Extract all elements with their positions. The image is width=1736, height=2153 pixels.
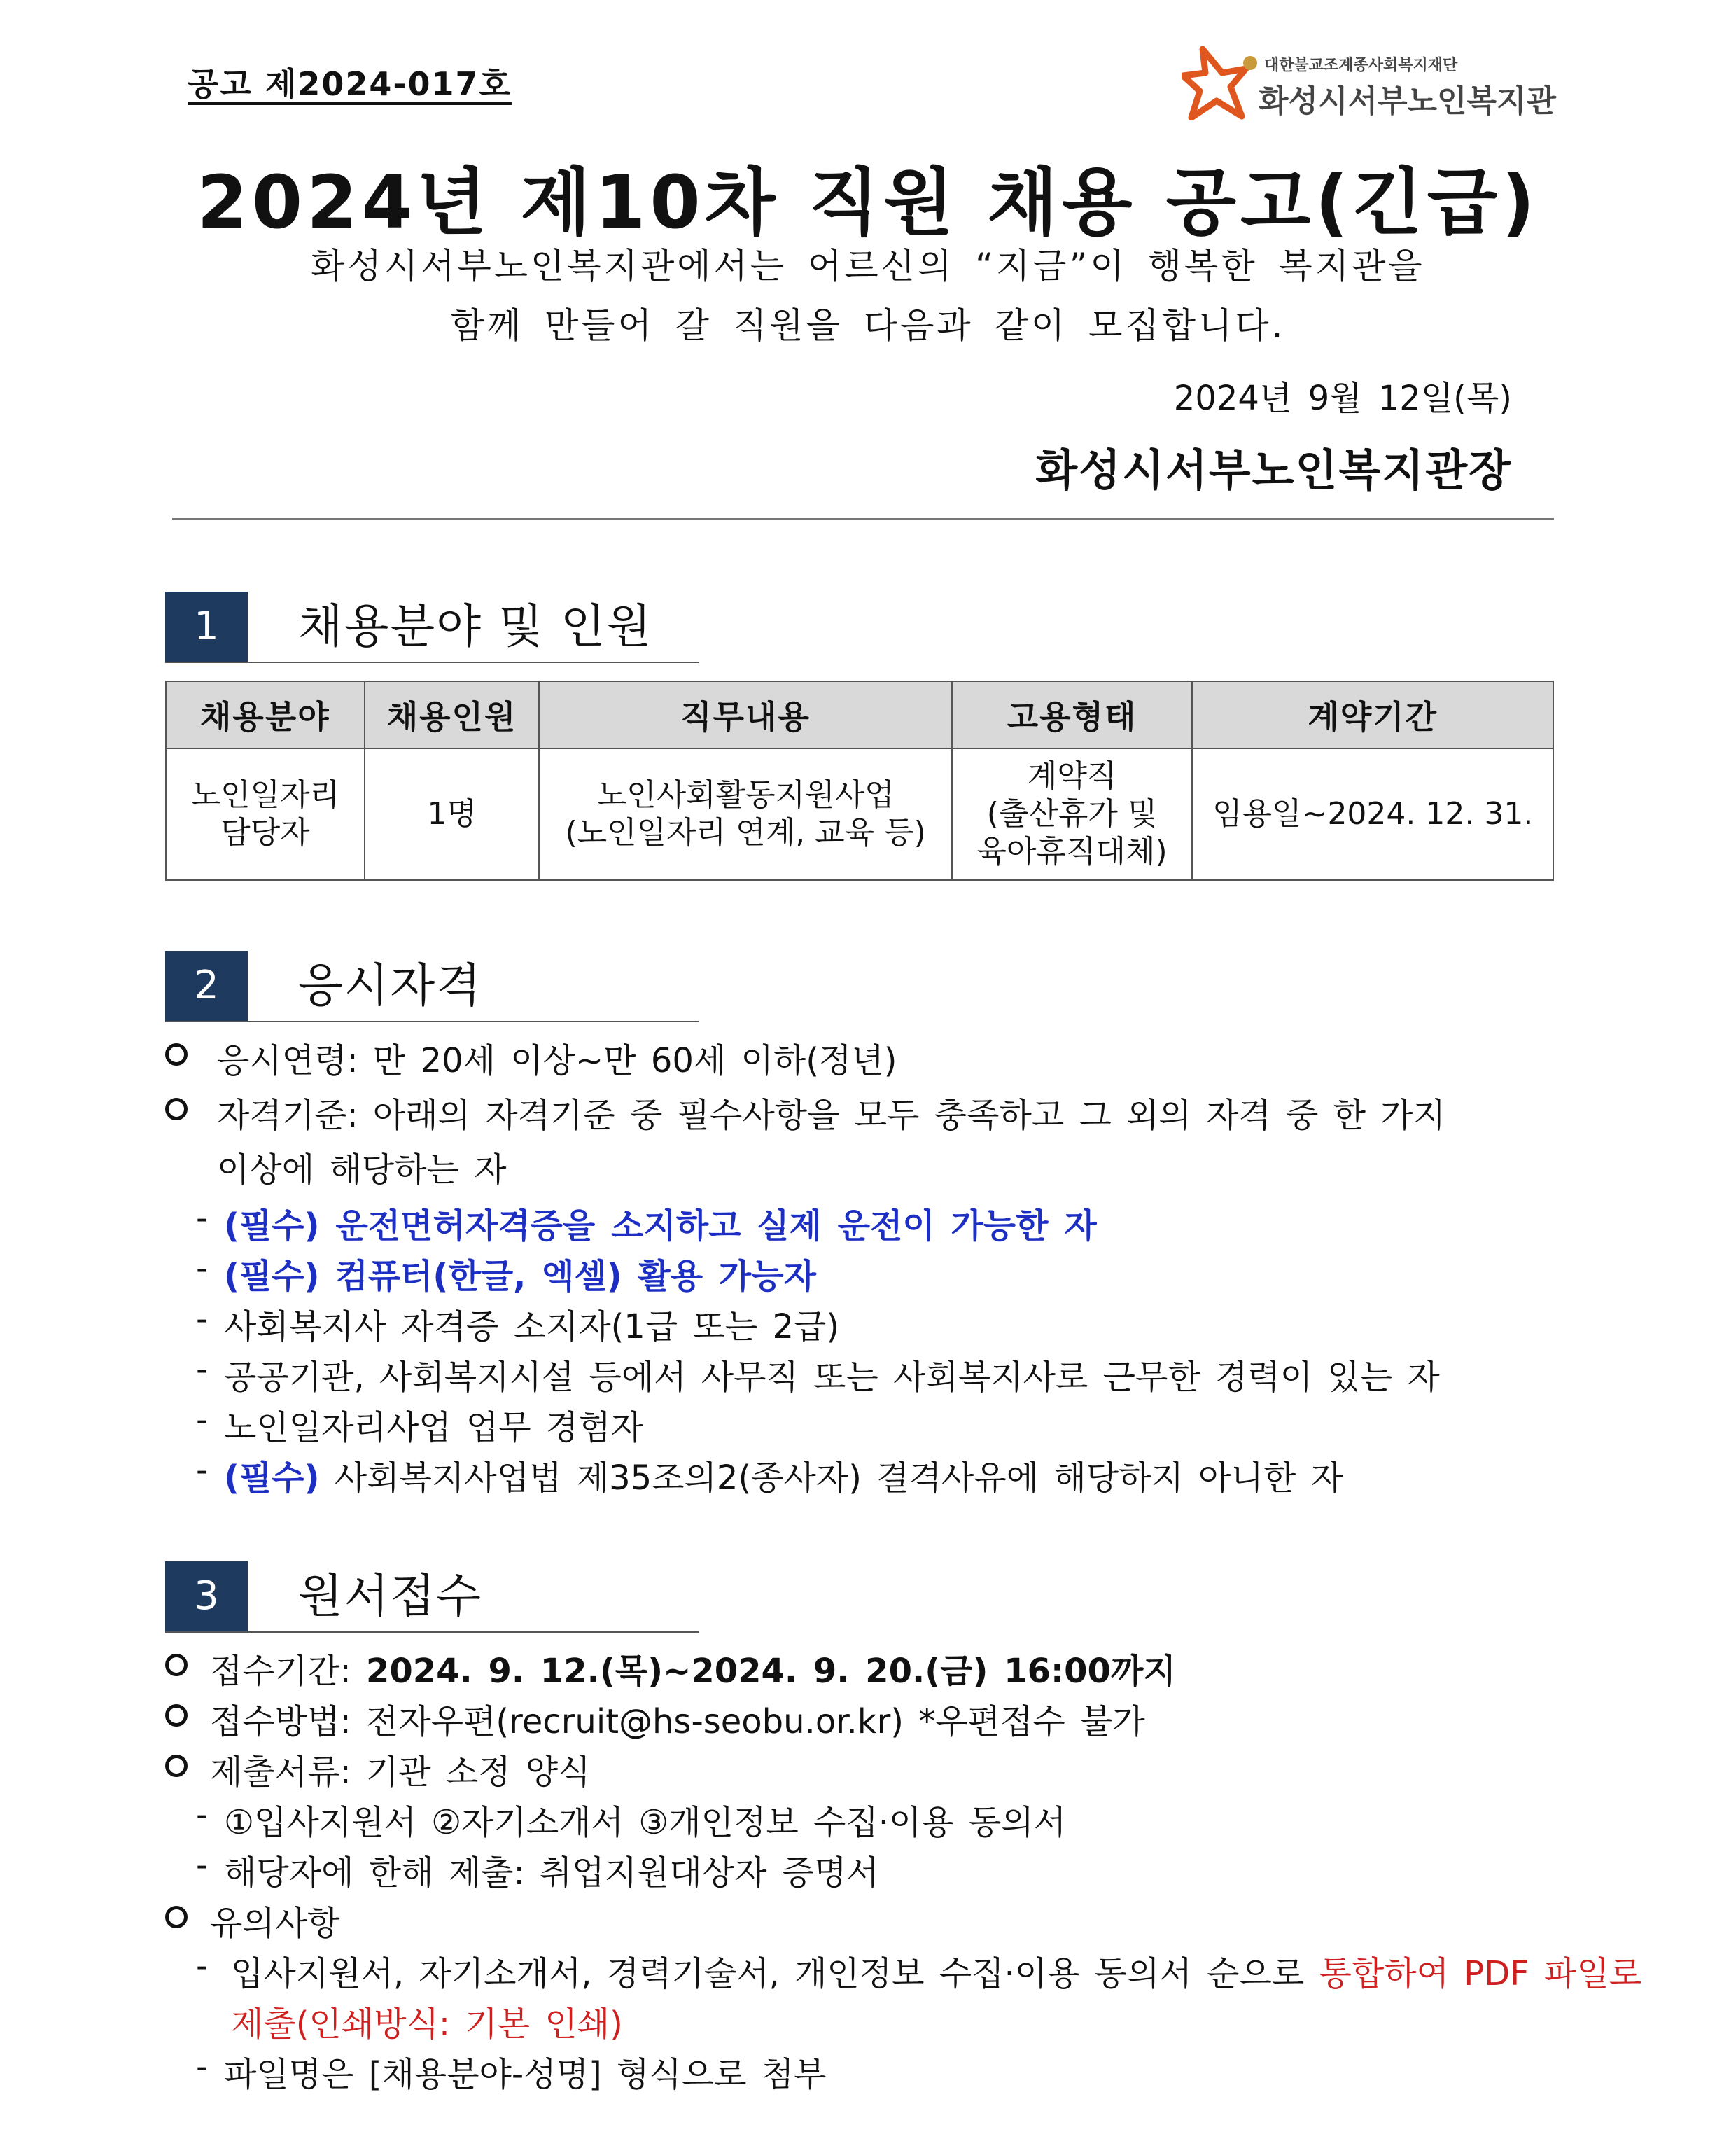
app-method: 접수방법: 전자우편(recruit@hs-seobu.or.kr) *우편접수 불가 bbox=[210, 1702, 1145, 1741]
table-header: 채용분야 bbox=[166, 681, 365, 748]
required-tag: (필수) bbox=[224, 1458, 320, 1498]
app-note-1-text: 입사지원서, 자기소개서, 경력기술서, 개인정보 수집·이용 동의서 순으로 bbox=[231, 1954, 1305, 1993]
table-header: 채용인원 bbox=[365, 681, 540, 748]
cell-line: 육아휴직대체) bbox=[976, 834, 1168, 870]
app-note-1-cont: 제출(인쇄방식: 기본 인쇄) bbox=[231, 2005, 623, 2044]
logo-name-text: 화성시서부노인복지관 bbox=[1259, 83, 1557, 119]
recruitment-table bbox=[165, 681, 1554, 881]
qual-item-6-text: 사회복지사업법 제35조의2(종사자) 결격사유에 해당하지 아니한 자 bbox=[334, 1458, 1343, 1498]
qual-item-5: 노인일자리사업 업무 경험자 bbox=[224, 1408, 643, 1447]
bullet-circle-icon bbox=[165, 1098, 188, 1120]
section-number: 1 bbox=[165, 592, 248, 662]
cell-line: 노인일자리 bbox=[190, 777, 340, 813]
cell-line: 계약직 bbox=[1027, 758, 1117, 794]
logo-mark-icon bbox=[1182, 45, 1249, 120]
section-number: 2 bbox=[165, 951, 248, 1021]
app-documents: 제출서류: 기관 소정 양식 bbox=[210, 1753, 591, 1792]
qual-criteria-cont: 이상에 해당하는 자 bbox=[217, 1150, 507, 1190]
qual-item-4: 공공기관, 사회복지시설 등에서 사무직 또는 사회복지사로 근무한 경력이 있는 자 bbox=[224, 1358, 1440, 1397]
dash-icon: - bbox=[196, 1300, 209, 1339]
intro-line-2: 함께 만들어 갈 직원을 다음과 같이 모집합니다. bbox=[450, 305, 1286, 346]
qual-criteria: 자격기준: 아래의 자격기준 중 필수사항을 모두 충족하고 그 외의 자격 중 한 가지 bbox=[217, 1096, 1446, 1135]
table-header: 계약기간 bbox=[1192, 681, 1553, 748]
cell-line: (노인일자리 연계, 교육 등) bbox=[565, 815, 926, 851]
dash-icon: - bbox=[196, 1249, 209, 1288]
app-note-2: 파일명은 [채용분야-성명] 형식으로 첨부 bbox=[224, 2055, 827, 2094]
notice-number: 공고 제2024-017호 bbox=[188, 65, 512, 103]
cell-period: 임용일~2024. 12. 31. bbox=[1192, 748, 1553, 880]
qual-required-2: (필수) 컴퓨터(한글, 엑셀) 활용 가능자 bbox=[224, 1257, 816, 1296]
signer: 화성시서부노인복지관장 bbox=[1035, 445, 1512, 496]
app-period bbox=[210, 1644, 1176, 1692]
cell-duty bbox=[539, 748, 951, 880]
bullet-circle-icon bbox=[165, 1654, 188, 1676]
qual-item-3: 사회복지사 자격증 소지자(1급 또는 2급) bbox=[224, 1307, 840, 1346]
table-row bbox=[166, 748, 1553, 880]
dash-icon: - bbox=[196, 1846, 209, 1885]
section-title: 채용분야 및 인원 bbox=[298, 599, 653, 653]
bullet-circle-icon bbox=[165, 1043, 188, 1066]
section-header-3 bbox=[165, 1561, 699, 1633]
dash-icon: - bbox=[196, 1199, 209, 1238]
dash-icon: - bbox=[196, 1350, 209, 1389]
bullet-circle-icon bbox=[165, 1906, 188, 1928]
qual-age: 응시연령: 만 20세 이상~만 60세 이하(정년) bbox=[217, 1041, 897, 1080]
app-notes: 유의사항 bbox=[210, 1904, 340, 1943]
app-doc-extra: 해당자에 한해 제출: 취업지원대상자 증명서 bbox=[224, 1853, 879, 1893]
notice-date: 2024년 9월 12일(목) bbox=[1173, 379, 1512, 418]
logo bbox=[1182, 42, 1560, 126]
cell-line: 노인사회활동지원사업 bbox=[596, 777, 895, 813]
dash-icon: - bbox=[196, 1946, 209, 1986]
bullet-circle-icon bbox=[165, 1704, 188, 1727]
dash-icon: - bbox=[196, 2047, 209, 2086]
cell-type bbox=[952, 748, 1193, 880]
qual-item-6 bbox=[224, 1451, 1343, 1499]
dash-icon: - bbox=[196, 1795, 209, 1834]
app-period-value: 2024. 9. 12.(목)~2024. 9. 20.(금) 16:00까지 bbox=[365, 1652, 1176, 1691]
section-header-1 bbox=[165, 592, 699, 663]
cell-line: 담당자 bbox=[220, 815, 310, 851]
app-note-1 bbox=[231, 1946, 1642, 1995]
section-header-2 bbox=[165, 951, 699, 1022]
logo-emblem-icon bbox=[1243, 56, 1257, 70]
cell-count: 1명 bbox=[365, 748, 540, 880]
header-divider bbox=[172, 518, 1554, 520]
table-header: 고용형태 bbox=[952, 681, 1193, 748]
qual-required-1: (필수) 운전면허자격증을 소지하고 실제 운전이 가능한 자 bbox=[224, 1206, 1097, 1246]
dash-icon: - bbox=[196, 1451, 209, 1490]
page-title: 2024년 제10차 직원 채용 공고(긴급) bbox=[197, 160, 1539, 245]
app-doc-list: ①입사지원서 ②자기소개서 ③개인정보 수집·이용 동의서 bbox=[224, 1803, 1067, 1842]
section-number: 3 bbox=[165, 1561, 248, 1631]
bullet-circle-icon bbox=[165, 1755, 188, 1777]
app-period-label: 접수기간: bbox=[210, 1652, 351, 1691]
logo-org-text: 대한불교조계종사회복지재단 bbox=[1264, 57, 1458, 74]
cell-line: (출산휴가 및 bbox=[986, 796, 1158, 832]
cell-field bbox=[166, 748, 365, 880]
section-title: 원서접수 bbox=[298, 1569, 483, 1623]
table-header: 직무내용 bbox=[539, 681, 951, 748]
section-title: 응시자격 bbox=[298, 959, 483, 1012]
app-note-1-highlight: 통합하여 PDF 파일로 bbox=[1319, 1954, 1642, 1993]
intro-line-1: 화성시서부노인복지관에서는 어르신의 “지금”이 행복한 복지관을 bbox=[311, 246, 1425, 286]
table-header-row bbox=[166, 681, 1553, 748]
dash-icon: - bbox=[196, 1400, 209, 1440]
